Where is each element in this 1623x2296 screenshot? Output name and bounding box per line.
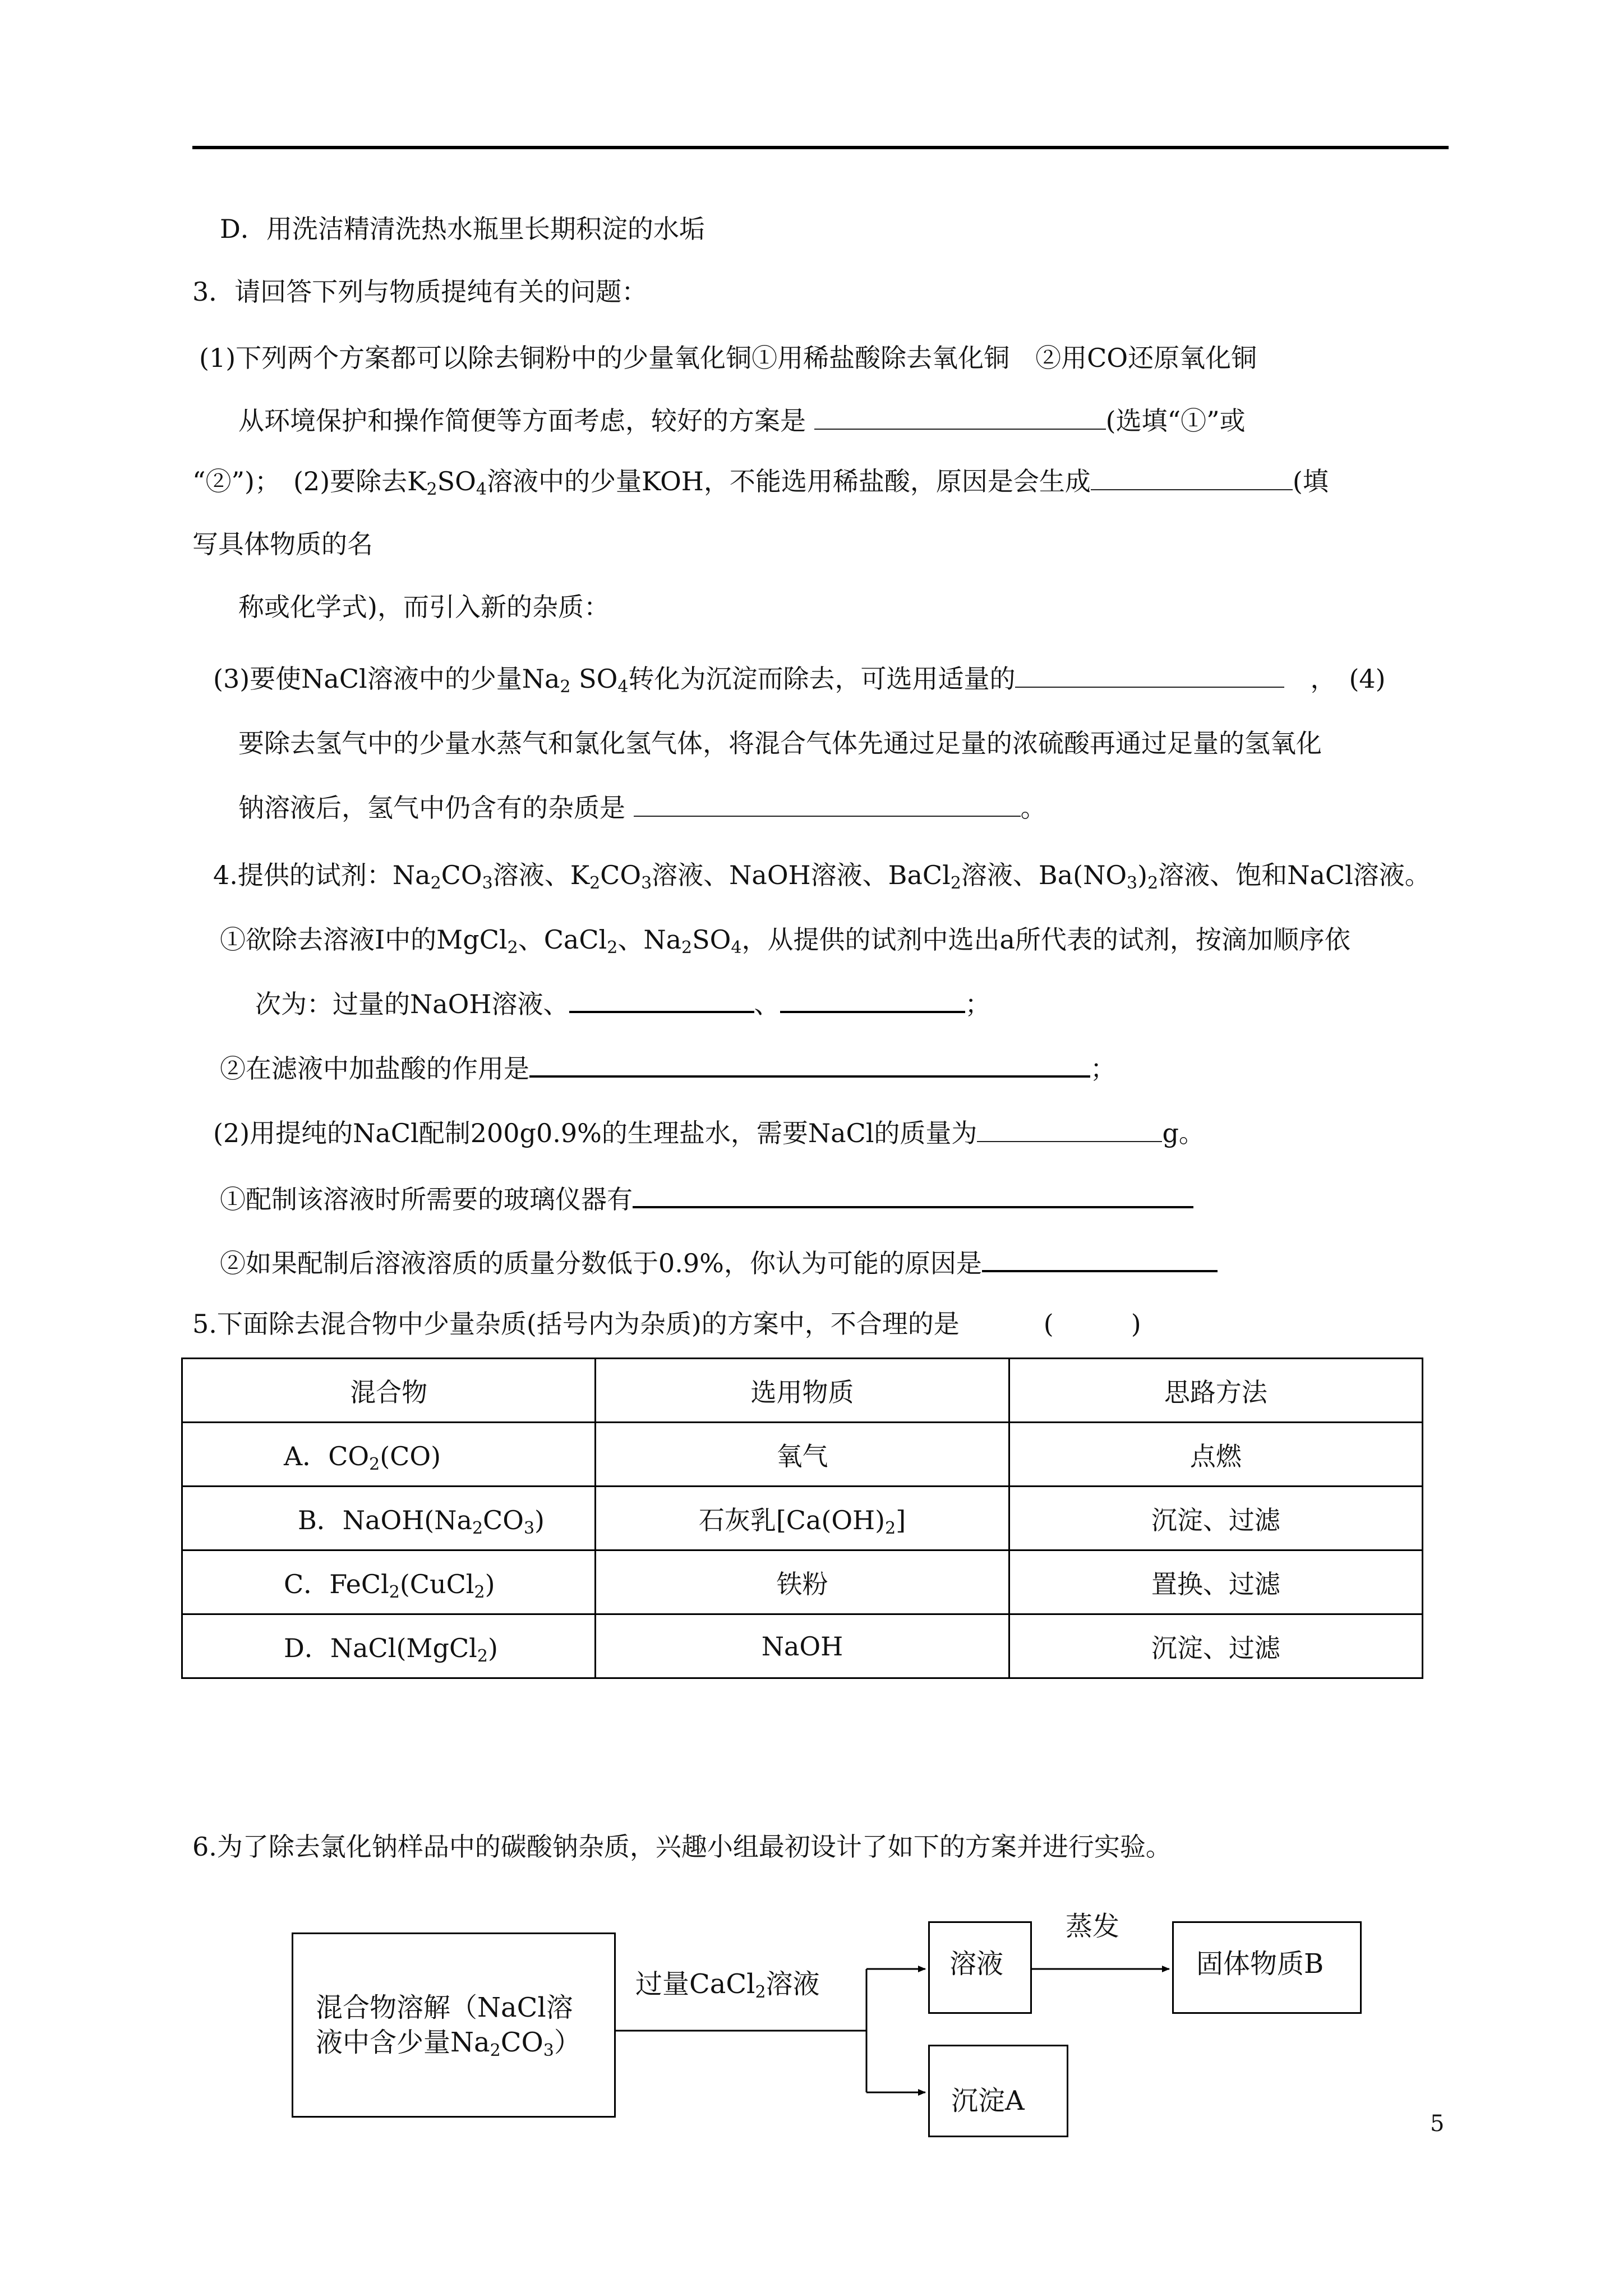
subscript: 2	[507, 938, 518, 958]
q3-part1-hint: (选填“①”或	[1105, 406, 1246, 436]
q4-text: CO	[441, 860, 482, 890]
q4-text: ①欲除去溶液I中的MgCl	[220, 924, 508, 955]
reagent-cell: 石灰乳$[Ca(OH)_2]$	[596, 1487, 1009, 1550]
subscript: 4	[617, 677, 629, 697]
q3-part2-text-c: 溶液中的少量KOH，不能选用稀盐酸，原因是会生成	[486, 466, 1091, 496]
flow-box-solution: 溶液	[928, 1921, 1032, 2014]
q4-text: (2)用提纯的NaCl配制200g0.9%的生理盐水，需要NaCl的质量为	[213, 1118, 978, 1148]
subscript: 2	[560, 677, 571, 697]
subscript: 3	[482, 873, 493, 893]
flow-box-mixture	[292, 1932, 616, 2118]
q4-text: ；	[965, 989, 991, 1019]
subscript: 2	[681, 938, 693, 958]
q3-part3-text-d: ， (4)	[1284, 664, 1386, 694]
q3-part3-text-b: SO	[570, 664, 618, 694]
q4-text: ；	[1090, 1053, 1116, 1084]
q3-part2-text-b: SO	[437, 466, 476, 496]
q3-part2-text-d: (填	[1292, 466, 1329, 496]
mixture-cell: A．$CO_2(CO)$	[182, 1423, 596, 1487]
q4-text: 、Na	[617, 924, 682, 955]
q3-title: 3．请回答下列与物质提纯有关的问题：	[192, 277, 648, 307]
q4-text: CO	[600, 860, 642, 890]
q4-text: g。	[1162, 1118, 1205, 1148]
page-number: 5	[1430, 2111, 1445, 2137]
method-cell: 点燃	[1009, 1423, 1422, 1487]
flow-box-mixture-line2: 液中含少量$Na_2CO_3$）	[316, 2027, 581, 2060]
q3-part2-cont2: 称或化学式)，而引入新的杂质：	[238, 592, 610, 622]
mixture-cell: B．$NaOH(Na_2CO_3)$	[182, 1487, 596, 1550]
q3-part3-text-a: (3)要使NaCl溶液中的少量Na	[213, 664, 560, 694]
q4-text: )	[1137, 860, 1148, 890]
flow-reagent-label: 过量CaCl$_2$溶液	[635, 1968, 820, 2002]
subscript: 3	[641, 873, 652, 893]
reagent-cell: 铁粉	[596, 1550, 1009, 1614]
subscript: 2	[589, 873, 601, 893]
method-cell: 置换、过滤	[1009, 1550, 1422, 1614]
q4-text: 、CaCl	[518, 924, 607, 955]
q4-text: 4.提供的试剂：Na	[213, 860, 431, 890]
q3-part2-text-a: “②”)； (2)要除去K	[192, 466, 427, 496]
q4-text: SO	[692, 924, 731, 955]
q6-title: 6.为了除去氯化钠样品中的碳酸钠杂质，兴趣小组最初设计了如下的方案并进行实验。	[192, 1832, 1172, 1862]
q4-text: ②在滤液中加盐酸的作用是	[220, 1053, 529, 1084]
subscript: 2	[607, 938, 618, 958]
q4-text: 次为：过量的NaOH溶液、	[255, 989, 569, 1019]
q3-part2-cont1: 写具体物质的名	[192, 529, 373, 559]
q3-part1-text: 从环境保护和操作简便等方面考虑，较好的方案是	[238, 406, 814, 436]
q4-text: ②如果配制后溶液溶质的质量分数低于0.9%，你认为可能的原因是	[220, 1248, 982, 1278]
q4-text: ①配制该溶液时所需要的玻璃仪器有	[220, 1184, 633, 1214]
q3-part4-text: 钠溶液后，氢气中仍含有的杂质是	[238, 793, 634, 823]
flow-box-precipitate-a: 沉淀A	[928, 2045, 1068, 2137]
mixture-cell: D．NaCl(MgCl$_2$)	[182, 1614, 596, 1678]
q3-part3-text-c: 转化为沉淀而除去，可选用适量的	[628, 664, 1016, 694]
q4-text: ，从提供的试剂中选出a所代表的试剂，按滴加顺序依	[741, 924, 1350, 955]
reagent-cell: NaOH	[596, 1614, 1009, 1678]
q3-part1-line1: (1)下列两个方案都可以除去铜粉中的少量氧化铜①用稀盐酸除去氧化铜 ②用CO还原氧化铜	[199, 343, 1257, 373]
mixture-cell: C．FeCl$_2$(CuCl$_2$)	[182, 1550, 596, 1614]
flow-box-mixture-line1: 混合物溶解（NaCl溶	[316, 1992, 573, 2023]
subscript: 2	[1147, 873, 1159, 893]
q2-option-d: D．用洗洁精清洗热水瓶里长期积淀的水垢	[220, 214, 705, 244]
method-cell: 沉淀、过滤	[1009, 1487, 1422, 1550]
subscript: 2	[430, 873, 441, 893]
table-header-cell: 混合物	[182, 1359, 596, 1423]
q3-part4-line1: 要除去氢气中的少量水蒸气和氯化氢气体，将混合气体先通过足量的浓硫酸再通过足量的氢氧化	[238, 728, 1322, 758]
q5-answer-paren: ( )	[1043, 1309, 1141, 1339]
flow-box-solid-b: 固体物质B	[1172, 1921, 1362, 2014]
method-cell: 沉淀、过滤	[1009, 1614, 1422, 1678]
subscript: 2	[426, 480, 437, 499]
subscript: 2	[950, 873, 961, 893]
q4-text: 溶液、Ba(NO	[961, 860, 1127, 890]
q5-title: 5.下面除去混合物中少量杂质(括号内为杂质)的方案中，不合理的是	[192, 1309, 960, 1339]
q4-text: 溶液、K	[492, 860, 590, 890]
subscript: 4	[476, 480, 487, 499]
table-header-cell: 选用物质	[596, 1359, 1009, 1423]
q4-text: 、	[754, 989, 780, 1019]
q4-text: 溶液、饱和NaCl溶液。	[1158, 860, 1431, 890]
q3-part4-end: 。	[1020, 793, 1046, 823]
table-header-cell: 思路方法	[1009, 1359, 1422, 1423]
q4-text: 溶液、NaOH溶液、BaCl	[652, 860, 951, 890]
flow-evaporate-label: 蒸发	[1066, 1911, 1120, 1942]
reagent-cell: 氧气	[596, 1423, 1009, 1487]
subscript: 3	[1127, 873, 1138, 893]
subscript: 4	[731, 938, 742, 958]
